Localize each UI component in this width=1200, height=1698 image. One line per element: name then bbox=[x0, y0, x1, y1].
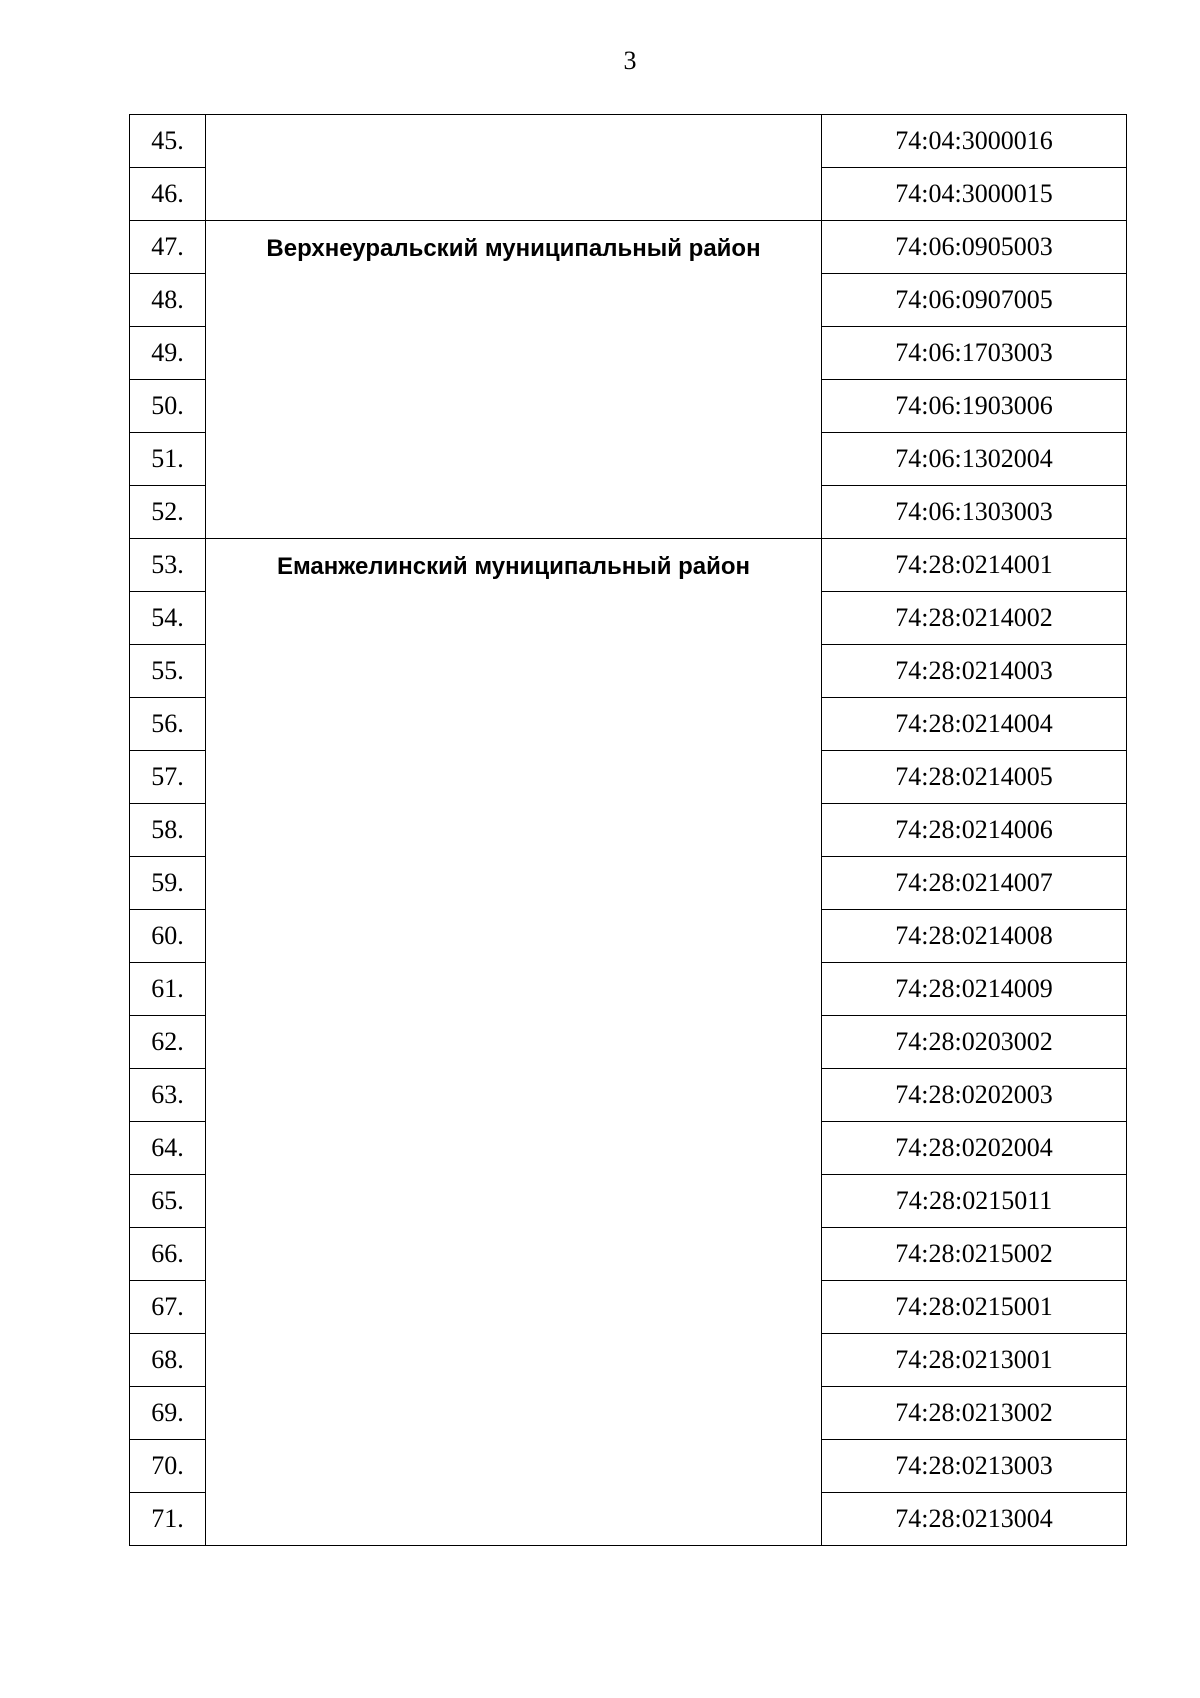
cadastral-quarter-cell: 74:04:3000016 bbox=[822, 115, 1127, 168]
row-number-cell: 49. bbox=[130, 327, 206, 380]
cadastral-table-body bbox=[130, 115, 1127, 1546]
row-number-cell: 52. bbox=[130, 486, 206, 539]
cadastral-quarter-cell: 74:28:0215002 bbox=[822, 1228, 1127, 1281]
row-number-cell: 68. bbox=[130, 1334, 206, 1387]
row-number-cell: 62. bbox=[130, 1016, 206, 1069]
cadastral-quarter-cell: 74:28:0214004 bbox=[822, 698, 1127, 751]
cadastral-quarter-cell: 74:28:0214005 bbox=[822, 751, 1127, 804]
district-name-cell: Еманжелинский муниципальный район bbox=[206, 539, 822, 1546]
cadastral-quarter-cell: 74:28:0213001 bbox=[822, 1334, 1127, 1387]
cadastral-quarter-cell: 74:28:0213003 bbox=[822, 1440, 1127, 1493]
row-number-cell: 54. bbox=[130, 592, 206, 645]
cadastral-quarter-cell: 74:28:0213004 bbox=[822, 1493, 1127, 1546]
cadastral-quarter-cell: 74:28:0203002 bbox=[822, 1016, 1127, 1069]
cadastral-quarter-cell: 74:28:0214001 bbox=[822, 539, 1127, 592]
row-number-cell: 63. bbox=[130, 1069, 206, 1122]
cadastral-quarter-cell: 74:06:1302004 bbox=[822, 433, 1127, 486]
cadastral-quarter-cell: 74:28:0214006 bbox=[822, 804, 1127, 857]
row-number-cell: 50. bbox=[130, 380, 206, 433]
cadastral-quarter-cell: 74:28:0214003 bbox=[822, 645, 1127, 698]
cadastral-quarter-cell: 74:28:0213002 bbox=[822, 1387, 1127, 1440]
row-number-cell: 60. bbox=[130, 910, 206, 963]
cadastral-quarter-cell: 74:04:3000015 bbox=[822, 168, 1127, 221]
cadastral-quarter-cell: 74:28:0215001 bbox=[822, 1281, 1127, 1334]
row-number-cell: 69. bbox=[130, 1387, 206, 1440]
cadastral-quarter-cell: 74:28:0214008 bbox=[822, 910, 1127, 963]
row-number-cell: 51. bbox=[130, 433, 206, 486]
row-number-cell: 70. bbox=[130, 1440, 206, 1493]
district-name-cell bbox=[206, 115, 822, 221]
cadastral-quarter-cell: 74:06:0907005 bbox=[822, 274, 1127, 327]
row-number-cell: 59. bbox=[130, 857, 206, 910]
table-row bbox=[130, 539, 1127, 592]
row-number-cell: 58. bbox=[130, 804, 206, 857]
cadastral-quarter-cell: 74:06:0905003 bbox=[822, 221, 1127, 274]
row-number-cell: 48. bbox=[130, 274, 206, 327]
cadastral-quarter-cell: 74:06:1303003 bbox=[822, 486, 1127, 539]
row-number-cell: 53. bbox=[130, 539, 206, 592]
table-row bbox=[130, 221, 1127, 274]
cadastral-table bbox=[129, 114, 1127, 1546]
row-number-cell: 61. bbox=[130, 963, 206, 1016]
row-number-cell: 65. bbox=[130, 1175, 206, 1228]
cadastral-quarter-cell: 74:28:0214007 bbox=[822, 857, 1127, 910]
cadastral-quarter-cell: 74:28:0202004 bbox=[822, 1122, 1127, 1175]
row-number-cell: 47. bbox=[130, 221, 206, 274]
row-number-cell: 46. bbox=[130, 168, 206, 221]
row-number-cell: 71. bbox=[130, 1493, 206, 1546]
cadastral-quarter-cell: 74:28:0215011 bbox=[822, 1175, 1127, 1228]
row-number-cell: 64. bbox=[130, 1122, 206, 1175]
cadastral-quarter-cell: 74:28:0214002 bbox=[822, 592, 1127, 645]
row-number-cell: 57. bbox=[130, 751, 206, 804]
page-number: 3 bbox=[623, 46, 637, 75]
row-number-cell: 66. bbox=[130, 1228, 206, 1281]
district-name-cell: Верхнеуральский муниципальный район bbox=[206, 221, 822, 539]
cadastral-quarter-cell: 74:06:1903006 bbox=[822, 380, 1127, 433]
cadastral-quarter-cell: 74:28:0214009 bbox=[822, 963, 1127, 1016]
cadastral-quarter-cell: 74:28:0202003 bbox=[822, 1069, 1127, 1122]
row-number-cell: 56. bbox=[130, 698, 206, 751]
cadastral-quarter-cell: 74:06:1703003 bbox=[822, 327, 1127, 380]
table-row bbox=[130, 115, 1127, 168]
row-number-cell: 45. bbox=[130, 115, 206, 168]
row-number-cell: 67. bbox=[130, 1281, 206, 1334]
row-number-cell: 55. bbox=[130, 645, 206, 698]
